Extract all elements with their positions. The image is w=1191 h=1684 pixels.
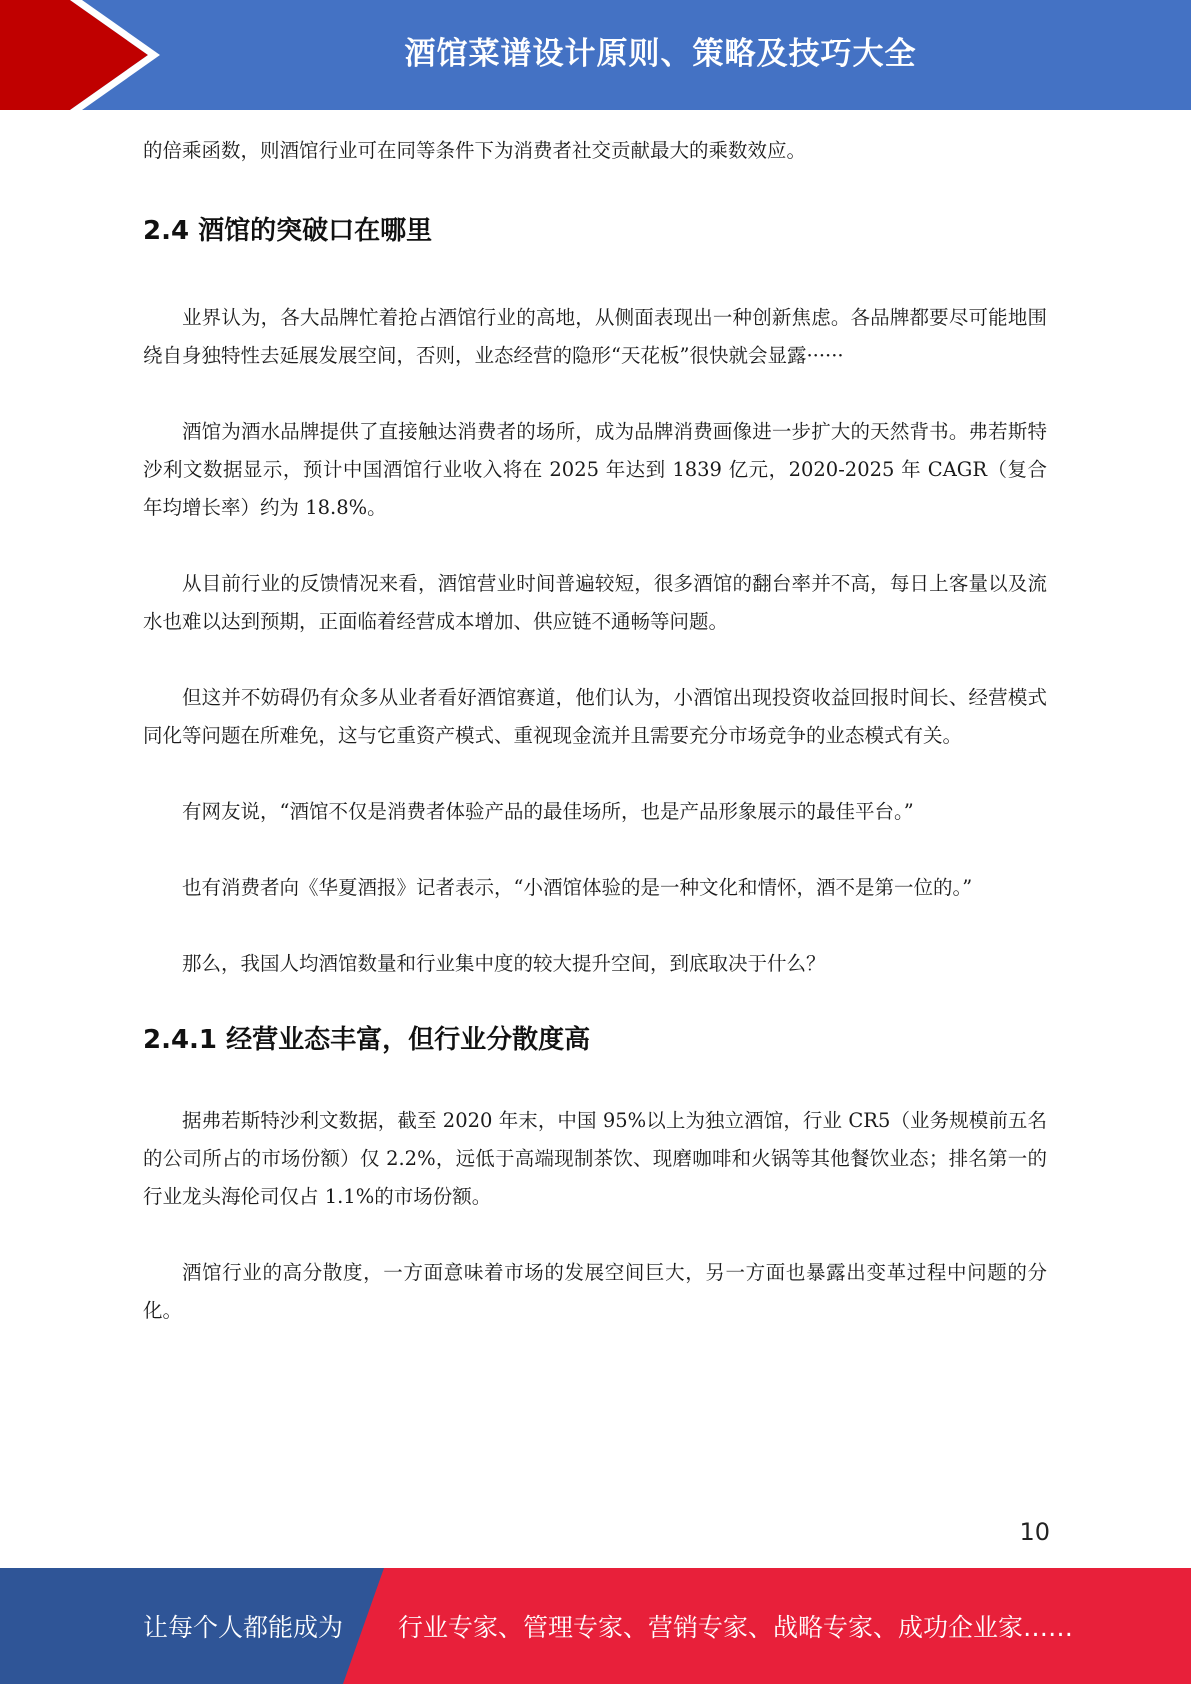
paragraph-continued: 的倍乘函数，则酒馆行业可在同等条件下为消费者社交贡献最大的乘数效应。 — [143, 139, 807, 162]
footer-slogan-left: 让每个人都能成为 — [143, 1613, 344, 1642]
document-body — [143, 132, 1047, 1330]
page-number: 10 — [1019, 1518, 1050, 1546]
paragraph: 据弗若斯特沙利文数据，截至 2020 年末，中国 95%以上为独立酒馆，行业 CR5（业务规模前五名的公司所占的市场份额）仅 2.2%，远低于高端现制茶饮、现磨咖啡和火锅等其他餐饮业态；排名第一的行业龙头海伦司仅占 1.1%的市场份额。 — [143, 1109, 1047, 1208]
page-footer — [0, 1568, 1191, 1684]
paragraph: 业界认为，各大品牌忙着抢占酒馆行业的高地，从侧面表现出一种创新焦虑。各品牌都要尽可能地围绕自身独特性去延展发展空间，否则，业态经营的隐形“天花板”很快就会显露······ — [143, 306, 1047, 367]
paragraph: 也有消费者向《华夏酒报》记者表示，“小酒馆体验的是一种文化和情怀，酒不是第一位的。” — [182, 876, 973, 899]
section-heading-2-4: 2.4 酒馆的突破口在哪里 — [143, 216, 433, 246]
paragraph: 酒馆行业的高分散度，一方面意味着市场的发展空间巨大，另一方面也暴露出变革过程中问题的分化。 — [143, 1261, 1047, 1322]
paragraph: 从目前行业的反馈情况来看，酒馆营业时间普遍较短，很多酒馆的翻台率并不高，每日上客量以及流水也难以达到预期，正面临着经营成本增加、供应链不通畅等问题。 — [143, 572, 1047, 633]
page-header — [0, 0, 1191, 110]
footer-slogan-right: 行业专家、管理专家、营销专家、战略专家、成功企业家…… — [398, 1613, 1074, 1642]
paragraph: 酒馆为酒水品牌提供了直接触达消费者的场所，成为品牌消费画像进一步扩大的天然背书。弗若斯特沙利文数据显示，预计中国酒馆行业收入将在 2025 年达到 1839 亿元，2020-2025 年 CAGR（复合年均增长率）约为 18.8%。 — [143, 420, 1047, 519]
paragraph: 那么，我国人均酒馆数量和行业集中度的较大提升空间，到底取决于什么？ — [182, 952, 826, 975]
header-title: 酒馆菜谱设计原则、策略及技巧大全 — [404, 35, 917, 72]
subsection-heading-2-4-1: 2.4.1 经营业态丰富，但行业分散度高 — [143, 1025, 591, 1055]
paragraph: 但这并不妨碍仍有众多从业者看好酒馆赛道，他们认为，小酒馆出现投资收益回报时间长、经营模式同化等问题在所难免，这与它重资产模式、重视现金流并且需要充分市场竞争的业态模式有关。 — [143, 686, 1047, 747]
paragraph: 有网友说，“酒馆不仅是消费者体验产品的最佳场所，也是产品形象展示的最佳平台。” — [182, 800, 914, 823]
